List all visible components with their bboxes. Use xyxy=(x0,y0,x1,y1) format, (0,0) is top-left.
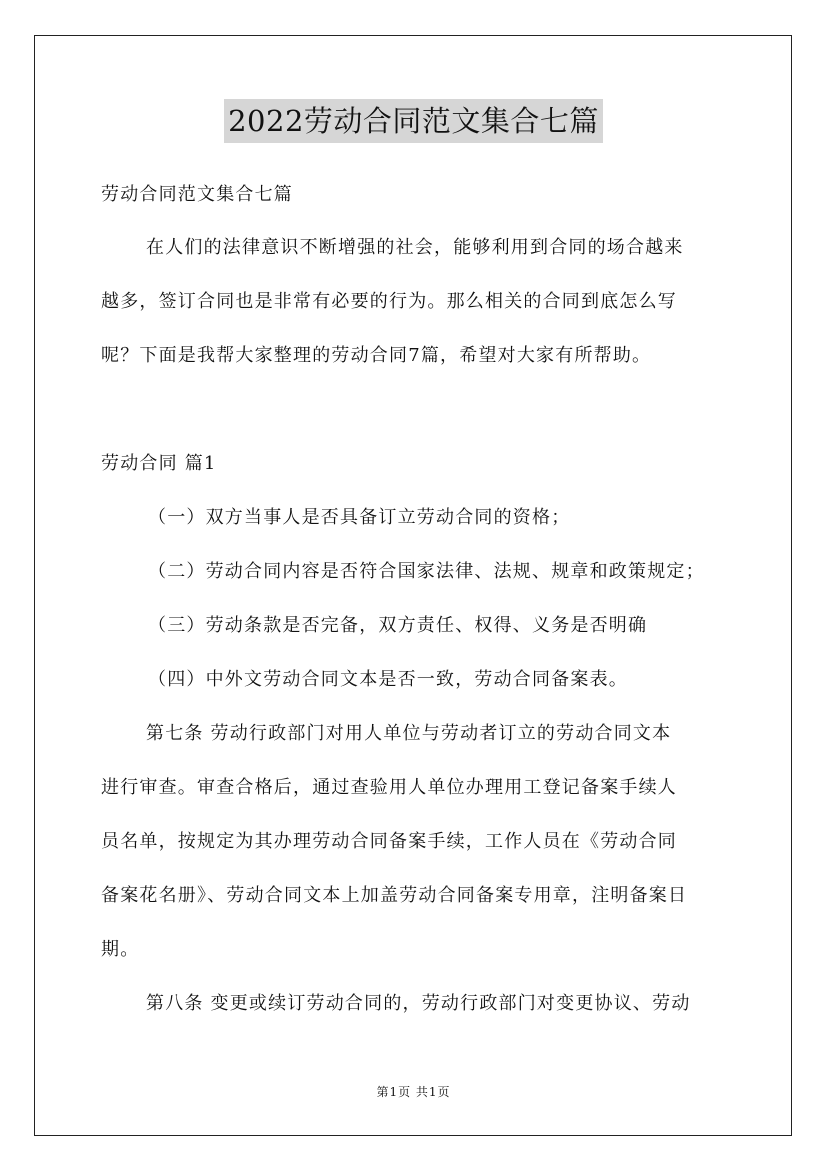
article7-line-3: 员名单，按规定为其办理劳动合同备案手续，工作人员在《劳动合同 xyxy=(101,831,677,852)
section-heading: 劳动合同 篇1 xyxy=(101,453,217,474)
article8-line-1: 第八条 变更或续订劳动合同的，劳动行政部门对变更协议、劳动 xyxy=(146,993,691,1014)
intro-line-2: 越多，签订合同也是非常有必要的行为。那么相关的合同到底怎么写 xyxy=(101,291,677,312)
article7-line-5: 期。 xyxy=(101,939,140,960)
document-title: 2022劳动合同范文集合七篇 xyxy=(224,99,603,143)
article7-line-4: 备案花名册》、劳动合同文本上加盖劳动合同备案专用章，注明备案日 xyxy=(101,885,688,906)
article7-line-2: 进行审查。审查合格后，通过查验用人单位办理用工登记备案手续人 xyxy=(101,777,677,798)
item-3: （三）劳动条款是否完备，双方责任、权得、义务是否明确 xyxy=(148,615,648,636)
item-4: （四）中外文劳动合同文本是否一致，劳动合同备案表。 xyxy=(148,669,628,690)
intro-line-1: 在人们的法律意识不断增强的社会，能够利用到合同的场合越来 xyxy=(146,237,684,258)
item-1: （一）双方当事人是否具备订立劳动合同的资格； xyxy=(148,507,571,528)
article7-line-1: 第七条 劳动行政部门对用人单位与劳动者订立的劳动合同文本 xyxy=(146,723,672,744)
intro-line-3: 呢？下面是我帮大家整理的劳动合同7篇，希望对大家有所帮助。 xyxy=(101,345,652,366)
title-container xyxy=(0,99,827,143)
document-subtitle: 劳动合同范文集合七篇 xyxy=(101,184,293,205)
page-footer: 第1页 共1页 xyxy=(376,1085,451,1099)
item-2: （二）劳动合同内容是否符合国家法律、法规、规章和政策规定； xyxy=(148,561,705,582)
